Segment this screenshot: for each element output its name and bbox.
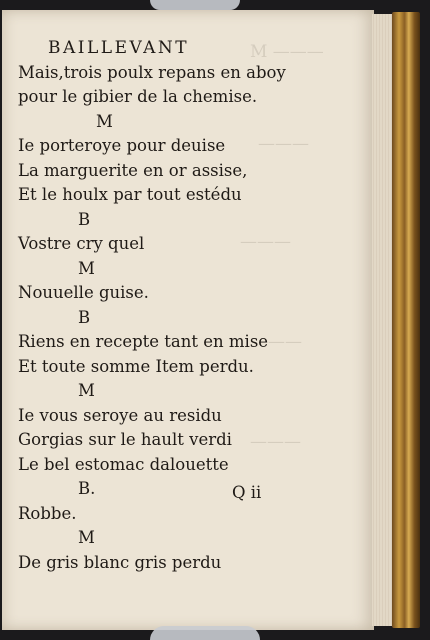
text-line: Gorgias sur le hault verdi <box>18 430 232 449</box>
gilt-binding <box>392 12 420 628</box>
text-line: La marguerite en or assise, <box>18 160 248 180</box>
speaker-label: M <box>78 528 95 547</box>
text-line: Mais,trois poulx repans en aboy <box>18 62 286 82</box>
text-line: Nouuelle guise. <box>18 283 149 302</box>
clip-bottom <box>150 626 260 640</box>
clip-top <box>150 0 240 10</box>
text-line: De gris blanc gris perdu <box>18 552 222 572</box>
page-edges <box>372 14 393 626</box>
text-line: Riens en recepte tant en mise <box>18 332 269 351</box>
speaker-label: B <box>78 209 91 229</box>
text-line: Et toute somme Item perdu. <box>18 356 254 376</box>
speaker-label: M <box>96 111 113 131</box>
text-line: Le bel estomac dalouette <box>18 454 229 474</box>
text-line: Ie vous seroye au residu <box>18 405 222 425</box>
show-through-4: —— <box>268 332 302 352</box>
text-line: pour le gibier de la chemise. <box>18 87 258 106</box>
show-through-5: ——— <box>250 432 301 452</box>
text-line: Vostre cry quel <box>18 234 145 253</box>
page-text <box>18 36 358 575</box>
running-head: BAILLEVANT <box>48 38 190 58</box>
show-through-3: ——— <box>240 232 291 252</box>
text-line: Robbe. <box>18 503 77 523</box>
speaker-label: M <box>78 381 95 400</box>
signature-mark: Q ii <box>232 483 262 502</box>
text-line: Et le houlx par tout estédu <box>18 185 242 204</box>
speaker-label: M <box>78 258 95 278</box>
speaker-label: B. <box>78 479 96 498</box>
text-line: Ie porteroye pour deuise <box>18 136 226 155</box>
show-through-1: M ——— <box>250 42 324 62</box>
speaker-label: B <box>78 307 91 327</box>
show-through-2: ——— <box>258 134 309 154</box>
